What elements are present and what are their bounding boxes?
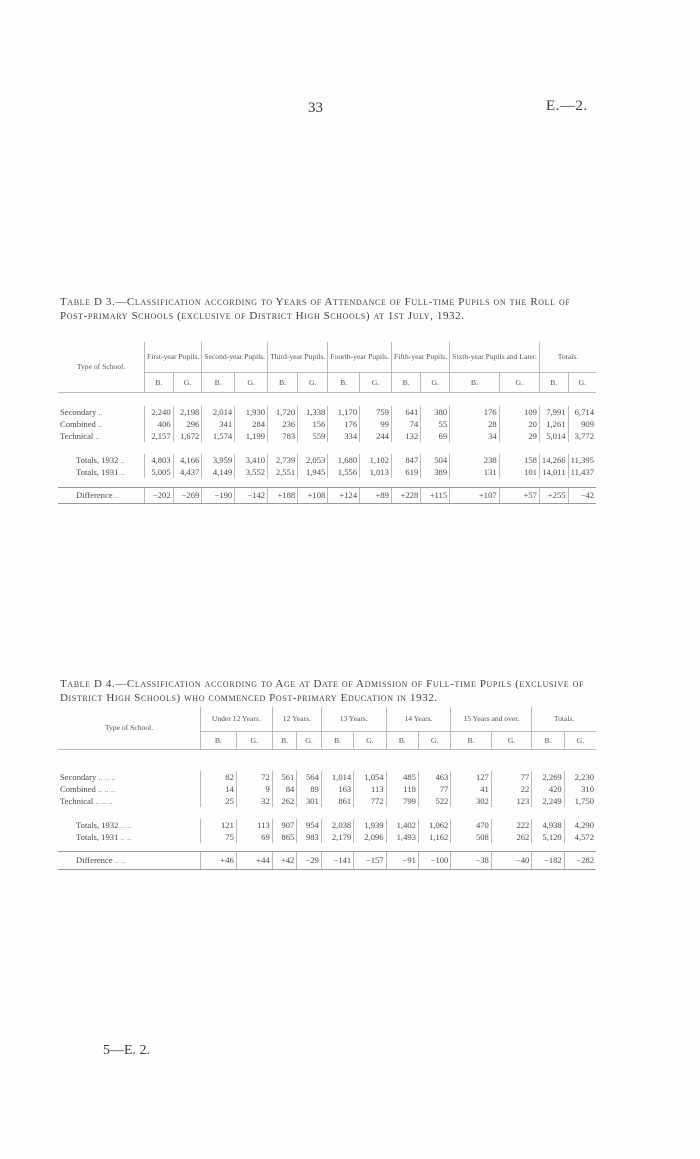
girls-column-header: G. [297, 731, 322, 749]
table-cell: +46 [201, 851, 237, 869]
table-cell: 1,574 [202, 430, 235, 442]
table-cell: 113 [236, 819, 272, 831]
row-label-text: Totals, 1932 [76, 820, 119, 830]
table-cell: 11,437 [568, 466, 596, 478]
table-cell: 1,939 [354, 819, 386, 831]
row-label-text: Combined [60, 784, 96, 794]
table-cell: 163 [321, 783, 353, 795]
table-cell: −29 [297, 851, 322, 869]
table-cell: 84 [272, 783, 297, 795]
table-cell: 1,199 [235, 430, 268, 442]
table-cell: −141 [321, 851, 353, 869]
leader-dots: .. .. .. [95, 796, 113, 806]
table-cell: 1,672 [173, 430, 202, 442]
table-cell: 11,395 [568, 454, 596, 466]
table-cell: 1,162 [418, 831, 450, 843]
table-cell: 2,053 [298, 454, 328, 466]
leader-dots: .. [95, 431, 100, 441]
table-cell: 113 [354, 783, 386, 795]
group-header: Totals. [532, 707, 596, 731]
table-cell: 238 [450, 454, 500, 466]
leader-dots: .. [97, 419, 103, 429]
table-cell: −100 [418, 851, 450, 869]
boys-column-header: B. [145, 372, 174, 392]
table-cell: 1,556 [328, 466, 360, 478]
table-cell: 28 [450, 418, 500, 430]
table-cell: 121 [201, 819, 237, 831]
table-cell: +255 [539, 487, 568, 503]
table-cell: 4,938 [532, 819, 564, 831]
table-cell: −157 [354, 851, 386, 869]
table-cell: −269 [173, 487, 202, 503]
table-cell: 34 [450, 430, 500, 442]
table-cell: 284 [235, 418, 268, 430]
girls-column-header: G. [564, 731, 596, 749]
table-cell: +89 [360, 487, 392, 503]
table-cell: 564 [297, 771, 322, 783]
table-cell: 561 [272, 771, 297, 783]
boys-column-header: B. [202, 372, 235, 392]
row-label-text: Difference [76, 855, 113, 865]
leader-dots: .. [120, 455, 125, 465]
row-label [58, 487, 145, 503]
boys-column-header: B. [272, 731, 297, 749]
table-row [58, 771, 596, 783]
boys-column-header: B. [391, 372, 420, 392]
table-cell: 1,402 [386, 819, 418, 831]
group-header: Third-year Pupils. [268, 342, 328, 372]
leader-dots: .. .. .. [98, 772, 116, 782]
table-cell: 302 [451, 795, 492, 807]
table-cell: 156 [298, 418, 328, 430]
table-cell: −190 [202, 487, 235, 503]
table-cell: 89 [297, 783, 322, 795]
table-cell: 9 [236, 783, 272, 795]
table-cell: 4,290 [564, 819, 596, 831]
table-cell: +42 [272, 851, 297, 869]
table-cell: 5,120 [532, 831, 564, 843]
row-label-text: Difference [76, 490, 113, 500]
table-cell: 7,991 [539, 406, 568, 418]
table-cell: 244 [360, 430, 392, 442]
table-cell: 109 [499, 406, 539, 418]
table-cell: 236 [268, 418, 298, 430]
table-row [58, 795, 596, 807]
row-label [58, 418, 145, 430]
group-header: 14 Years. [386, 707, 451, 731]
table-cell: 262 [491, 831, 532, 843]
table-cell: 22 [491, 783, 532, 795]
table-row [58, 418, 596, 430]
table-cell: +57 [499, 487, 539, 503]
row-label-text: Secondary [60, 407, 97, 417]
group-header: Sixth-year Pupils and Later. [450, 342, 540, 372]
table-cell: 77 [418, 783, 450, 795]
table-cell: 559 [298, 430, 328, 442]
girls-column-header: G. [354, 731, 386, 749]
boys-column-header: B. [321, 731, 353, 749]
table-cell: 118 [386, 783, 418, 795]
table-cell: 508 [451, 831, 492, 843]
row-label [58, 851, 201, 869]
table-cell: 2,249 [532, 795, 564, 807]
table-cell: 41 [451, 783, 492, 795]
table-cell: 5,005 [145, 466, 174, 478]
table-cell: 69 [236, 831, 272, 843]
table-cell: 29 [499, 430, 539, 442]
table-row [58, 819, 596, 831]
table-cell: 222 [491, 819, 532, 831]
row-label-text: Totals, 1931 [76, 832, 119, 842]
table-cell: 74 [391, 418, 420, 430]
table-cell: 380 [421, 406, 450, 418]
row-label [58, 795, 201, 807]
table-row [58, 406, 596, 418]
table-cell: 619 [391, 466, 420, 478]
table-cell: 847 [391, 454, 420, 466]
table-cell: 2,739 [268, 454, 298, 466]
table-cell: 641 [391, 406, 420, 418]
boys-column-header: B. [268, 372, 298, 392]
table-cell: 72 [236, 771, 272, 783]
group-header: Totals. [539, 342, 596, 372]
table-cell: 176 [450, 406, 500, 418]
table-cell: −282 [564, 851, 596, 869]
type-of-school-header: Type of School. [104, 722, 154, 732]
table-cell: 1,054 [354, 771, 386, 783]
leader-dots: .. .. .. [97, 784, 116, 794]
leader-dots: .. [114, 490, 120, 500]
table-cell: 3,552 [235, 466, 268, 478]
table-cell: 1,261 [539, 418, 568, 430]
table-cell: 301 [297, 795, 322, 807]
boys-column-header: B. [532, 731, 564, 749]
table-cell: +124 [328, 487, 360, 503]
girls-column-header: G. [173, 372, 202, 392]
table-cell: 262 [272, 795, 297, 807]
table-row [58, 466, 596, 478]
table-cell: 25 [201, 795, 237, 807]
girls-column-header: G. [568, 372, 596, 392]
table-cell: 14,011 [539, 466, 568, 478]
type-of-school-header: Type of School. [76, 361, 126, 371]
table-row [58, 831, 596, 843]
row-label [58, 783, 201, 795]
table-cell: 1,945 [298, 466, 328, 478]
group-header: Second-year Pupils. [202, 342, 268, 372]
group-header: First-year Pupils. [145, 342, 202, 372]
row-label [58, 466, 145, 478]
table-cell: −202 [145, 487, 174, 503]
table-cell: +107 [450, 487, 500, 503]
table-cell: 4,437 [173, 466, 202, 478]
row-label-text: Technical [60, 431, 94, 441]
table-row [58, 487, 596, 503]
table-cell: 2,551 [268, 466, 298, 478]
boys-column-header: B. [451, 731, 492, 749]
table-cell: 158 [499, 454, 539, 466]
table-cell: 4,149 [202, 466, 235, 478]
table-cell: 77 [491, 771, 532, 783]
row-label [58, 454, 145, 466]
row-label-text: Combined [60, 419, 96, 429]
table-cell: 14,266 [539, 454, 568, 466]
table-cell: 907 [272, 819, 297, 831]
girls-column-header: G. [298, 372, 328, 392]
group-header: Fifth-year Pupils. [391, 342, 449, 372]
table-cell: 463 [418, 771, 450, 783]
boys-column-header: B. [450, 372, 500, 392]
table-cell: −182 [532, 851, 564, 869]
table-cell: +188 [268, 487, 298, 503]
girls-column-header: G. [235, 372, 268, 392]
table-cell: 1,338 [298, 406, 328, 418]
table-cell: 14 [201, 783, 237, 795]
table-cell: 127 [451, 771, 492, 783]
table-cell: 983 [297, 831, 322, 843]
table-cell: 1,014 [321, 771, 353, 783]
group-header: 15 Years and over. [451, 707, 532, 731]
table-cell: −142 [235, 487, 268, 503]
table-cell: 99 [360, 418, 392, 430]
table-cell: 101 [499, 466, 539, 478]
page-footer: 5—E. 2. [103, 1043, 151, 1058]
table-cell: 1,013 [360, 466, 392, 478]
table-cell: 865 [272, 831, 297, 843]
table-row [58, 454, 596, 466]
group-header: 13 Years. [321, 707, 386, 731]
boys-column-header: B. [328, 372, 360, 392]
row-label [58, 831, 201, 843]
table-cell: 176 [328, 418, 360, 430]
table-cell: 1,930 [235, 406, 268, 418]
group-header: 12 Years. [272, 707, 321, 731]
table-cell: 2,157 [145, 430, 174, 442]
group-header: Under 12 Years. [201, 707, 273, 731]
table-cell: 4,572 [564, 831, 596, 843]
table-cell: 3,959 [202, 454, 235, 466]
table-cell: 6,714 [568, 406, 596, 418]
leader-dots: .. .. [114, 855, 126, 865]
row-label [58, 406, 145, 418]
table-cell: 55 [421, 418, 450, 430]
leader-dots: .. .. [120, 832, 132, 842]
table-cell: 3,410 [235, 454, 268, 466]
table-cell: 2,014 [202, 406, 235, 418]
table-cell: 2,240 [145, 406, 174, 418]
table-cell: 406 [145, 418, 174, 430]
table-cell: 123 [491, 795, 532, 807]
table-d4 [58, 707, 596, 870]
table-cell: 310 [564, 783, 596, 795]
table-cell: 485 [386, 771, 418, 783]
table-cell: 32 [236, 795, 272, 807]
table-cell: 1,102 [360, 454, 392, 466]
table-cell: −40 [491, 851, 532, 869]
table-cell: 82 [201, 771, 237, 783]
table-cell: 909 [568, 418, 596, 430]
row-label [58, 430, 145, 442]
table-cell: 389 [421, 466, 450, 478]
table-cell: 3,772 [568, 430, 596, 442]
table-cell: 1,720 [268, 406, 298, 418]
table-cell: +44 [236, 851, 272, 869]
table-cell: 1,170 [328, 406, 360, 418]
group-header: Fourth-year Pupils. [328, 342, 392, 372]
table-cell: 4,803 [145, 454, 174, 466]
table-cell: 1,493 [386, 831, 418, 843]
row-label-text: Totals, 1931 [76, 467, 119, 477]
table-cell: 1,750 [564, 795, 596, 807]
table-cell: 132 [391, 430, 420, 442]
page-number: 33 [308, 100, 323, 116]
table-cell: 20 [499, 418, 539, 430]
boys-column-header: B. [539, 372, 568, 392]
table-cell: 5,014 [539, 430, 568, 442]
table-cell: 2,179 [321, 831, 353, 843]
table-cell: 2,198 [173, 406, 202, 418]
table-cell: −42 [568, 487, 596, 503]
table-d3-caption: Table D 3.—Classification according to Years of Attendance of Full-time Pupils on the Roll of Post-primary Schools (exclusive of District High Schools) at 1st July, 1932. [60, 296, 571, 322]
girls-column-header: G. [236, 731, 272, 749]
table-cell: 783 [268, 430, 298, 442]
table-row [58, 430, 596, 442]
girls-column-header: G. [418, 731, 450, 749]
table-cell: 2,096 [354, 831, 386, 843]
table-cell: 1,062 [418, 819, 450, 831]
table-cell: −91 [386, 851, 418, 869]
table-cell: 4,166 [173, 454, 202, 466]
row-label-text: Technical [60, 796, 94, 806]
leader-dots: .. .. [120, 820, 132, 830]
table-row [58, 851, 596, 869]
table-cell: 296 [173, 418, 202, 430]
girls-column-header: G. [499, 372, 539, 392]
table-d3 [58, 342, 596, 504]
boys-column-header: B. [201, 731, 237, 749]
row-label [58, 819, 201, 831]
table-cell: 2,269 [532, 771, 564, 783]
table-cell: 799 [386, 795, 418, 807]
table-cell: +115 [421, 487, 450, 503]
table-cell: +228 [391, 487, 420, 503]
table-cell: 2,230 [564, 771, 596, 783]
table-cell: 470 [451, 819, 492, 831]
girls-column-header: G. [491, 731, 532, 749]
table-cell: 1,680 [328, 454, 360, 466]
leader-dots: .. [98, 407, 103, 417]
table-cell: 522 [418, 795, 450, 807]
table-cell: 69 [421, 430, 450, 442]
row-label [58, 771, 201, 783]
page-reference: E.—2. [546, 98, 588, 114]
table-cell: 341 [202, 418, 235, 430]
table-cell: 131 [450, 466, 500, 478]
table-cell: +108 [298, 487, 328, 503]
table-cell: 861 [321, 795, 353, 807]
table-d4-caption: Table D 4.—Classification according to Age at Date of Admission of Full-time Pupils (exclusive of District High Schools) who commenced Post-primary Education in 1932. [60, 678, 584, 704]
table-cell: 2,038 [321, 819, 353, 831]
row-label-text: Secondary [60, 772, 97, 782]
row-label-text: Totals, 1932 [76, 455, 119, 465]
table-cell: 759 [360, 406, 392, 418]
girls-column-header: G. [421, 372, 450, 392]
table-cell: 334 [328, 430, 360, 442]
table-cell: 75 [201, 831, 237, 843]
table-cell: 772 [354, 795, 386, 807]
table-cell: −38 [451, 851, 492, 869]
boys-column-header: B. [386, 731, 418, 749]
table-cell: 504 [421, 454, 450, 466]
girls-column-header: G. [360, 372, 392, 392]
table-cell: 954 [297, 819, 322, 831]
table-row [58, 783, 596, 795]
leader-dots: .. [120, 467, 125, 477]
table-cell: 420 [532, 783, 564, 795]
